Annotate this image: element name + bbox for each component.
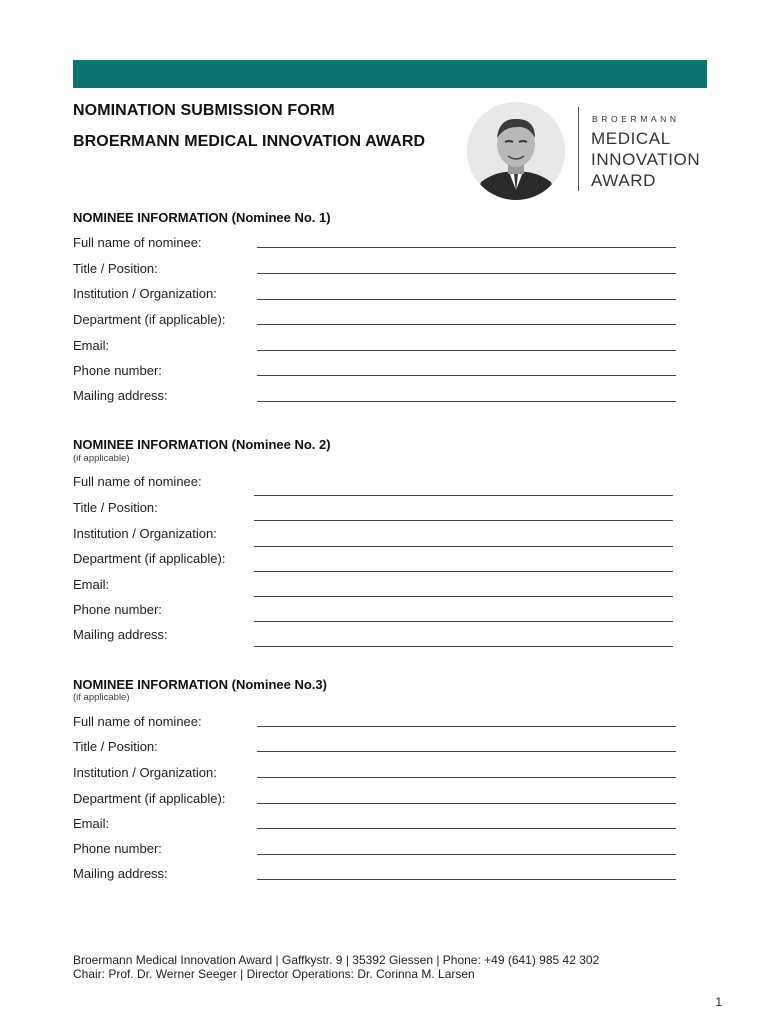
label-email: Email: bbox=[73, 338, 110, 353]
input-line-email[interactable] bbox=[257, 828, 676, 829]
label-institution: Institution / Organization: bbox=[73, 765, 217, 780]
input-line-title-position[interactable] bbox=[257, 751, 676, 752]
input-line-institution[interactable] bbox=[257, 777, 676, 778]
label-full-name: Full name of nominee: bbox=[73, 714, 202, 729]
input-line-department[interactable] bbox=[257, 324, 676, 325]
input-line-phone[interactable] bbox=[257, 375, 676, 376]
label-mailing-address: Mailing address: bbox=[73, 388, 168, 403]
input-line-title-position[interactable] bbox=[254, 520, 673, 521]
award-title: BROERMANN MEDICAL INNOVATION AWARD bbox=[73, 133, 426, 150]
input-line-mailing-address[interactable] bbox=[257, 401, 676, 402]
label-department: Department (if applicable): bbox=[73, 312, 226, 327]
label-phone: Phone number: bbox=[73, 602, 162, 617]
input-line-institution[interactable] bbox=[254, 546, 673, 547]
input-line-title-position[interactable] bbox=[257, 273, 676, 274]
label-email: Email: bbox=[73, 816, 110, 831]
input-line-phone[interactable] bbox=[257, 854, 676, 855]
form-title: NOMINATION SUBMISSION FORM bbox=[73, 102, 335, 119]
input-line-full-name[interactable] bbox=[254, 495, 673, 496]
input-line-mailing-address[interactable] bbox=[257, 879, 676, 880]
label-phone: Phone number: bbox=[73, 841, 162, 856]
input-line-department[interactable] bbox=[254, 571, 673, 572]
label-mailing-address: Mailing address: bbox=[73, 866, 168, 881]
label-department: Department (if applicable): bbox=[73, 551, 226, 566]
label-full-name: Full name of nominee: bbox=[73, 235, 202, 250]
label-department: Department (if applicable): bbox=[73, 791, 226, 806]
input-line-full-name[interactable] bbox=[257, 726, 676, 727]
section-subtitle-nominee-2: (if applicable) bbox=[73, 453, 130, 464]
label-full-name: Full name of nominee: bbox=[73, 474, 202, 489]
input-line-mailing-address[interactable] bbox=[254, 646, 673, 647]
section-title-nominee-2: NOMINEE INFORMATION (Nominee No. 2) bbox=[73, 437, 331, 452]
brand-line-3: AWARD bbox=[591, 171, 657, 190]
section-title-nominee-1: NOMINEE INFORMATION (Nominee No. 1) bbox=[73, 210, 331, 225]
input-line-full-name[interactable] bbox=[257, 247, 676, 248]
brand-line-2: INNOVATION bbox=[591, 150, 701, 169]
label-title-position: Title / Position: bbox=[73, 261, 158, 276]
page-number: 1 bbox=[715, 995, 722, 1009]
header-accent-bar bbox=[73, 60, 707, 88]
section-title-nominee-3: NOMINEE INFORMATION (Nominee No.3) bbox=[73, 677, 327, 692]
input-line-phone[interactable] bbox=[254, 621, 673, 622]
brand-line-1: MEDICAL bbox=[591, 129, 671, 148]
footer-address: Broermann Medical Innovation Award | Gaffkystr. 9 | 35392 Giessen | Phone: +49 (641) 985 42 302 bbox=[73, 953, 600, 967]
input-line-department[interactable] bbox=[257, 803, 676, 804]
label-institution: Institution / Organization: bbox=[73, 286, 217, 301]
footer-chair: Chair: Prof. Dr. Werner Seeger | Director Operations: Dr. Corinna M. Larsen bbox=[73, 967, 475, 981]
brand-divider bbox=[578, 107, 579, 191]
portrait-photo bbox=[467, 102, 565, 200]
brand-name: BROERMANN bbox=[592, 114, 680, 124]
label-title-position: Title / Position: bbox=[73, 500, 158, 515]
label-mailing-address: Mailing address: bbox=[73, 627, 168, 642]
input-line-email[interactable] bbox=[257, 350, 676, 351]
section-subtitle-nominee-3: (if applicable) bbox=[73, 692, 130, 703]
input-line-institution[interactable] bbox=[257, 299, 676, 300]
label-phone: Phone number: bbox=[73, 363, 162, 378]
label-institution: Institution / Organization: bbox=[73, 526, 217, 541]
label-title-position: Title / Position: bbox=[73, 739, 158, 754]
input-line-email[interactable] bbox=[254, 596, 673, 597]
label-email: Email: bbox=[73, 577, 110, 592]
